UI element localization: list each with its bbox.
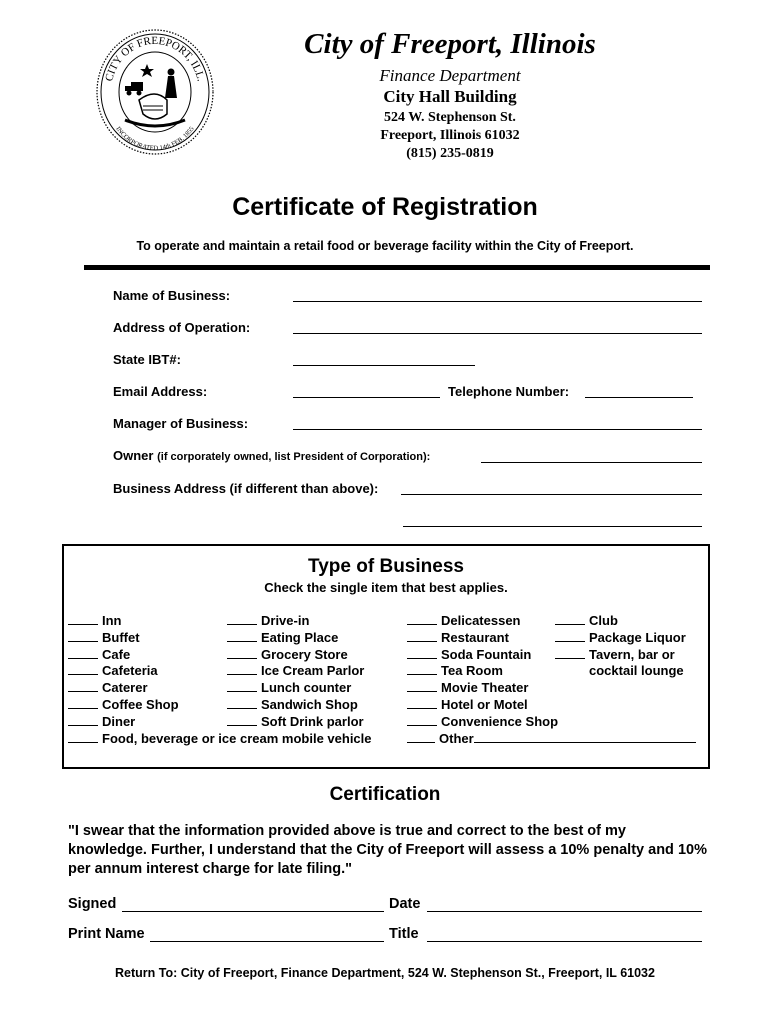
option-soft-drink-parlor[interactable]: Soft Drink parlor (227, 714, 364, 731)
title-label: Title (389, 926, 419, 942)
business-address-label: Business Address (if different than above): (113, 481, 379, 496)
date-label: Date (389, 896, 421, 912)
business-type-title: Type of Business (308, 556, 464, 577)
option-inn[interactable]: Inn (68, 613, 372, 630)
option-drive-in[interactable]: Drive-in (227, 613, 364, 630)
manager-label: Manager of Business: (113, 416, 249, 431)
title-field[interactable] (427, 941, 702, 942)
business-name-label: Name of Business: (113, 288, 231, 303)
business-type-instruction: Check the single item that best applies. (264, 580, 508, 595)
option-tavern-bar-continued: cocktail lounge (589, 663, 684, 679)
option-delicatessen[interactable]: Delicatessen (407, 613, 700, 630)
option-movie-theater[interactable]: Movie Theater (407, 680, 700, 697)
option-restaurant[interactable]: Restaurant (407, 630, 700, 647)
option-caterer[interactable]: Caterer (68, 680, 372, 697)
signed-label: Signed (68, 896, 117, 912)
business-type-column-4 (555, 613, 686, 680)
option-tea-room[interactable]: Tea Room (407, 663, 700, 680)
svg-text:INCORPORATED 14th FEB. 1855: INCORPORATED 14th FEB. 1855 (114, 125, 196, 153)
signature-field[interactable] (122, 911, 384, 912)
print-name-label: Print Name (68, 926, 145, 942)
city-title: City of Freeport, Illinois (304, 28, 596, 60)
owner-field[interactable] (481, 462, 702, 463)
email-field[interactable] (293, 397, 440, 398)
svg-text:CITY OF FREEPORT, ILL.: CITY OF FREEPORT, ILL. (103, 34, 207, 83)
form-title: Certificate of Registration (232, 193, 538, 221)
email-label: Email Address: (113, 384, 208, 399)
option-ice-cream-parlor[interactable]: Ice Cream Parlor (227, 663, 364, 680)
ibt-label: State IBT#: (113, 352, 181, 367)
address-field[interactable] (293, 333, 702, 334)
department-name: Finance Department (379, 66, 521, 85)
print-name-field[interactable] (150, 941, 384, 942)
return-address: Return To: City of Freeport, Finance Department, 524 W. Stephenson St., Freeport, IL 61032 (115, 966, 655, 980)
option-package-liquor[interactable]: Package Liquor (555, 630, 686, 647)
telephone-field[interactable] (585, 397, 693, 398)
telephone-label: Telephone Number: (448, 384, 570, 399)
owner-label-note: (if corporately owned, list President of Corporation): (157, 451, 431, 463)
street-address: 524 W. Stephenson St. (384, 110, 516, 125)
option-soda-fountain[interactable]: Soda Fountain (407, 647, 700, 664)
option-club[interactable]: Club (555, 613, 686, 630)
option-coffee-shop[interactable]: Coffee Shop (68, 697, 372, 714)
business-name-field[interactable] (293, 301, 702, 302)
option-grocery-store[interactable]: Grocery Store (227, 647, 364, 664)
certification-statement: "I swear that the information provided above is true and correct to the best of my knowledge. Further, I understand that the City of Freeport will assess a 10% penalty and 10% per annum interest charge for late filing." (68, 823, 707, 877)
option-convenience-shop[interactable]: Convenience Shop (407, 714, 700, 731)
manager-field[interactable] (293, 429, 702, 430)
date-field[interactable] (427, 911, 702, 912)
business-address-field[interactable] (401, 494, 702, 495)
option-sandwich-shop[interactable]: Sandwich Shop (227, 697, 364, 714)
option-cafeteria[interactable]: Cafeteria (68, 663, 372, 680)
form-subtitle: To operate and maintain a retail food or beverage facility within the City of Freeport. (136, 239, 634, 253)
phone-number: (815) 235-0819 (406, 146, 494, 161)
address-label: Address of Operation: (113, 320, 251, 335)
option-diner[interactable]: Diner (68, 714, 372, 731)
business-type-column-2 (227, 613, 364, 731)
owner-label-main: Owner (113, 448, 154, 463)
building-name: City Hall Building (383, 87, 517, 106)
city-state-zip: Freeport, Illinois 61032 (380, 128, 520, 143)
option-mobile-vehicle[interactable]: Food, beverage or ice cream mobile vehicle (68, 731, 372, 748)
business-address-field-line2[interactable] (403, 526, 702, 527)
option-hotel-motel[interactable]: Hotel or Motel (407, 697, 700, 714)
option-tavern-bar[interactable]: Tavern, bar or (555, 647, 686, 664)
option-other[interactable]: Other (407, 731, 700, 748)
owner-label (113, 448, 430, 463)
header-divider (84, 265, 710, 270)
ibt-field[interactable] (293, 365, 475, 366)
option-eating-place[interactable]: Eating Place (227, 630, 364, 647)
option-lunch-counter[interactable]: Lunch counter (227, 680, 364, 697)
option-cafe[interactable]: Cafe (68, 647, 372, 664)
city-seal-logo (95, 28, 215, 156)
option-buffet[interactable]: Buffet (68, 630, 372, 647)
certification-title: Certification (329, 784, 441, 805)
